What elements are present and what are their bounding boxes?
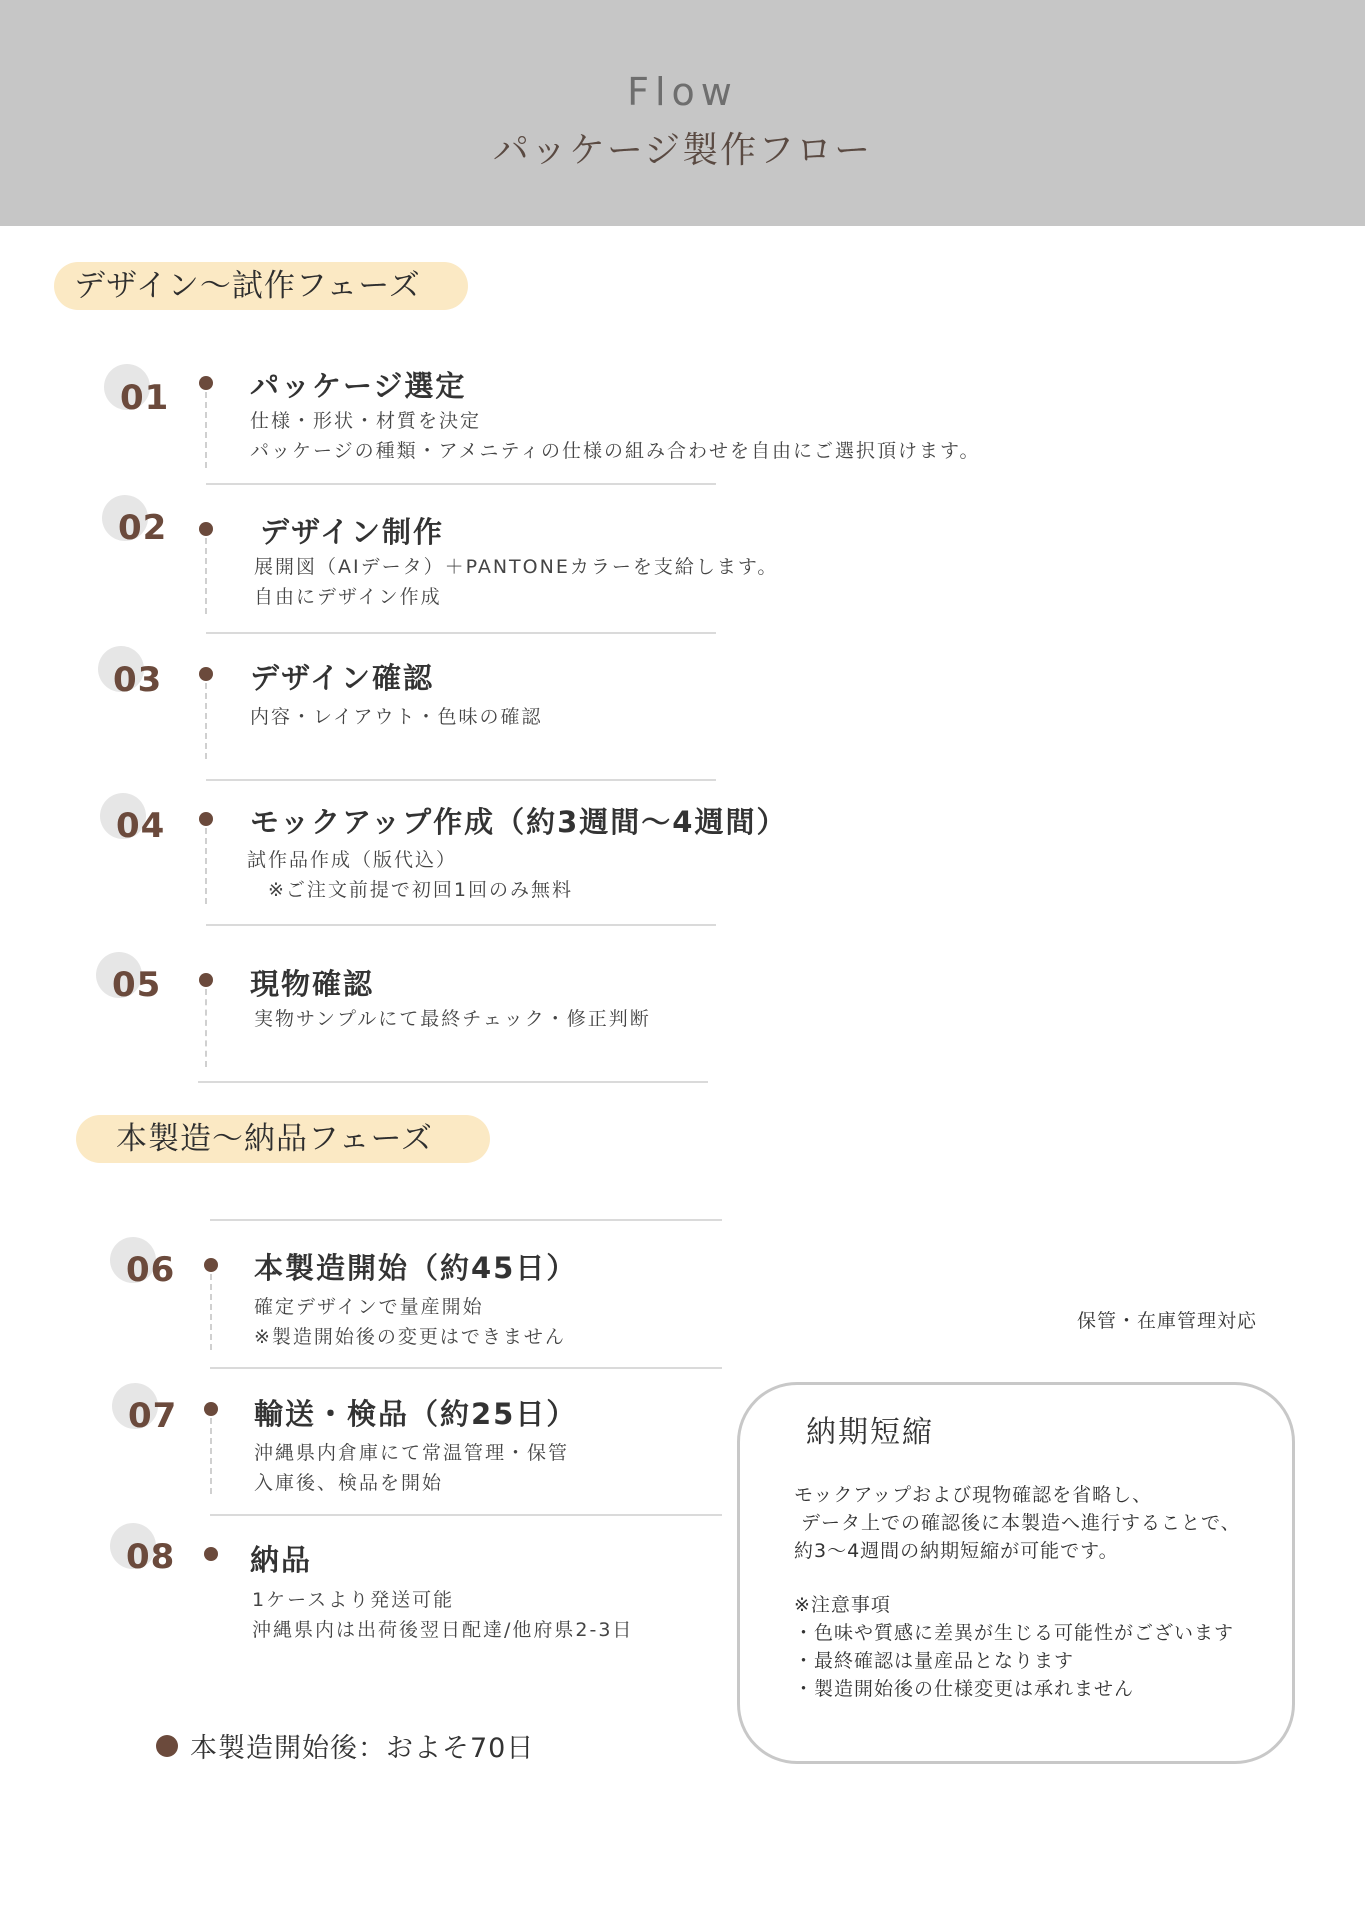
step-connector (205, 989, 207, 1067)
step-number: 08 (126, 1537, 176, 1577)
step-desc-line: 内容・レイアウト・色味の確認 (250, 706, 543, 728)
step-number: 04 (116, 806, 166, 846)
step-desc-line: 入庫後、検品を開始 (254, 1472, 444, 1494)
step-number: 03 (113, 660, 163, 700)
step-title: 現物確認 (250, 967, 375, 1001)
step-divider (198, 1081, 708, 1083)
step-connector (210, 1418, 212, 1494)
step-desc-line: 沖縄県内は出荷後翌日配達/他府県2-3日 (252, 1619, 634, 1641)
step-title: デザイン制作 (260, 515, 444, 549)
step-desc-line: 試作品作成（版代込） (247, 849, 458, 871)
step-divider (206, 483, 716, 485)
box-notes: ※注意事項 ・色味や質感に差異が生じる可能性がございます ・最終確認は量産品となります ・製造開始後の仕様変更は承れません (794, 1594, 1235, 1700)
step-title: パッケージ選定 (250, 369, 467, 403)
step-number: 06 (126, 1250, 176, 1290)
step-connector (205, 538, 207, 614)
step-desc-line: ※製造開始後の変更はできません (254, 1326, 566, 1348)
step-title: 本製造開始（約45日） (254, 1251, 578, 1285)
step-connector (205, 683, 207, 759)
header-title-en: Flow (627, 70, 738, 114)
step-dot (199, 522, 213, 536)
step-connector (210, 1274, 212, 1350)
step-dot (204, 1547, 218, 1561)
step-desc-line: ※ご注文前提で初回1回のみ無料 (268, 879, 574, 901)
step-dot (199, 973, 213, 987)
header-title-jp: パッケージ製作フロー (492, 130, 873, 171)
step-desc-line: 展開図（AIデータ）＋PANTONEカラーを支給します。 (254, 556, 779, 578)
step-dot (204, 1402, 218, 1416)
step-number: 01 (120, 378, 170, 418)
box-text: モックアップおよび現物確認を省略し、 データ上での確認後に本製造へ進行することで、 約3～4週間の納期短縮が可能です。 (794, 1484, 1241, 1562)
step-dot (204, 1258, 218, 1272)
step-divider (210, 1367, 722, 1369)
step-desc-line: 確定デザインで量産開始 (254, 1296, 484, 1318)
step-desc-line: パッケージの種類・アメニティの仕様の組み合わせを自由にご選択頂けます。 (250, 440, 981, 462)
step-divider (206, 924, 716, 926)
step-dot (199, 376, 213, 390)
page-header (0, 0, 1365, 226)
step-connector (205, 828, 207, 904)
box-title: 納期短縮 (806, 1415, 934, 1450)
phase-label-production: 本製造～納品フェーズ (76, 1115, 490, 1163)
step-desc-line: 1ケースより発送可能 (252, 1589, 455, 1611)
step-title: 納品 (250, 1543, 313, 1577)
step-number: 05 (112, 965, 162, 1005)
step-number: 02 (118, 508, 168, 548)
step-title: デザイン確認 (250, 661, 434, 695)
step-divider (210, 1514, 722, 1516)
step-number: 07 (128, 1396, 178, 1436)
step-desc-line: 実物サンプルにて最終チェック・修正判断 (254, 1008, 651, 1030)
step-dot (199, 812, 213, 826)
step-divider (206, 779, 716, 781)
step-title: 輸送・検品（約25日） (254, 1397, 578, 1431)
step-desc-line: 自由にデザイン作成 (254, 586, 442, 608)
step-title: モックアップ作成（約3週間～4週間） (250, 805, 788, 839)
step-desc-line: 仕様・形状・材質を決定 (250, 410, 482, 432)
step-desc-line: 沖縄県内倉庫にて常温管理・保管 (254, 1442, 570, 1464)
step-divider (206, 632, 716, 634)
step-divider (210, 1219, 722, 1221)
phase-label-design: デザイン～試作フェーズ (54, 262, 468, 310)
lead-time-shortening-box (737, 1382, 1295, 1764)
total-duration: 本製造開始後：およそ70日 (190, 1733, 535, 1764)
storage-note: 保管・在庫管理対応 (1077, 1310, 1258, 1332)
step-connector (205, 392, 207, 468)
step-dot (199, 667, 213, 681)
total-bullet-dot (156, 1735, 178, 1757)
